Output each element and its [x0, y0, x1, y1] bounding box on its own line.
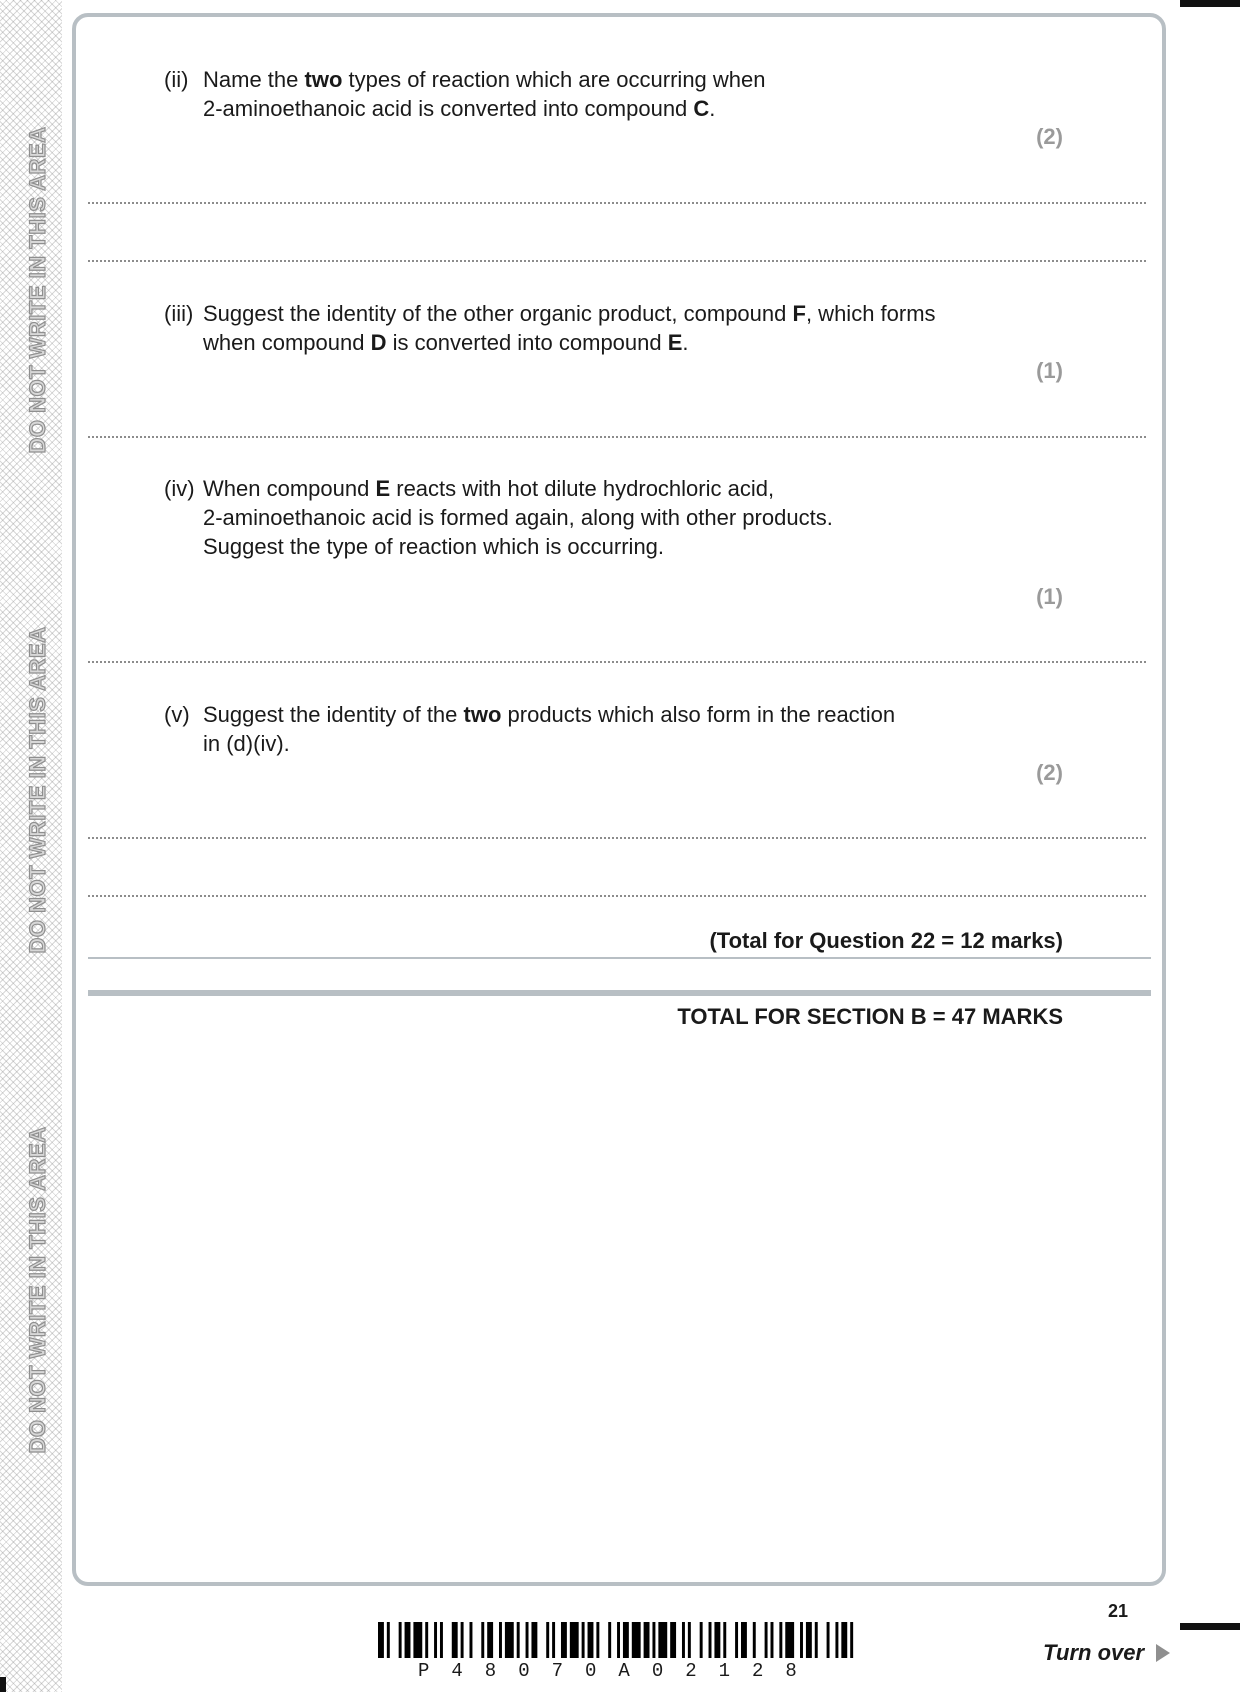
question-line	[203, 729, 895, 758]
barcode-bar	[835, 1622, 838, 1658]
barcode-bar	[652, 1622, 655, 1658]
turn-over-label: Turn over	[1043, 1640, 1145, 1665]
divider-thin	[88, 957, 1151, 959]
barcode-bar	[499, 1622, 502, 1658]
barcode-bar	[570, 1622, 579, 1658]
question-number: (iv)	[164, 476, 195, 501]
margin-warning-label: DO NOT WRITE IN THIS AREA	[25, 126, 50, 454]
emphasis-text: E	[375, 476, 391, 501]
barcode-bar	[806, 1622, 812, 1658]
margin-warning-label: DO NOT WRITE IN THIS AREA	[25, 626, 50, 954]
question-number: (v)	[164, 702, 190, 727]
barcode-bar	[452, 1622, 458, 1658]
barcode-bar	[413, 1622, 422, 1658]
emphasis-text: F	[792, 301, 806, 326]
question-line	[203, 503, 833, 532]
barcode-bar	[582, 1622, 585, 1658]
triangle-right-icon	[1156, 1644, 1170, 1662]
question-line	[203, 532, 833, 561]
barcode-bar	[552, 1622, 555, 1658]
barcode-bar	[765, 1622, 768, 1658]
question-v	[164, 700, 895, 758]
barcode-bar	[779, 1622, 782, 1658]
question-text	[203, 474, 833, 561]
barcode-text: P48070A02128	[418, 1660, 819, 1682]
barcode-bar	[608, 1622, 611, 1658]
emphasis-text: D	[370, 330, 387, 355]
barcode-bar	[815, 1622, 818, 1658]
divider-thick	[88, 990, 1151, 996]
barcode-bar	[617, 1622, 620, 1658]
barcode-bar	[827, 1622, 830, 1658]
emphasis-text: two	[304, 67, 343, 92]
barcode-bar	[771, 1622, 774, 1658]
question-line	[203, 65, 766, 94]
barcode-bar	[688, 1622, 691, 1658]
barcode-bar	[387, 1622, 390, 1658]
answer-line[interactable]	[88, 837, 1146, 839]
question-text-segment: in (d)(iv).	[203, 731, 290, 756]
question-text-segment: Suggest the type of reaction which is occurring.	[203, 534, 665, 559]
barcode-bar	[850, 1622, 853, 1658]
barcode-bar	[378, 1622, 384, 1658]
barcode-bar	[487, 1622, 493, 1658]
corner-mark-bottom	[1180, 1623, 1240, 1630]
answer-line[interactable]	[88, 260, 1146, 262]
barcode-bar	[425, 1622, 428, 1658]
section-total: TOTAL FOR SECTION B = 47 MARKS	[677, 1004, 1063, 1029]
question-line	[203, 474, 833, 503]
answer-area-frame	[72, 13, 1166, 1586]
barcode-bar	[469, 1622, 472, 1658]
marks-label: (1)	[1036, 358, 1063, 383]
question-text-segment: 2-aminoethanoic acid is converted into compound	[203, 96, 694, 121]
barcode-bar	[709, 1622, 712, 1658]
barcode-bar	[623, 1622, 629, 1658]
barcode-bar	[841, 1622, 847, 1658]
barcode-bar	[440, 1622, 443, 1658]
turn-over	[1043, 1640, 1170, 1666]
question-text-segment: is converted into compound	[386, 330, 668, 355]
barcode-bar	[517, 1622, 520, 1658]
barcode-bar	[399, 1622, 402, 1658]
barcode-bar	[526, 1622, 529, 1658]
barcode-bar	[753, 1622, 756, 1658]
question-text-segment: Name the	[203, 67, 305, 92]
barcode-bar	[682, 1622, 685, 1658]
barcode-bar	[505, 1622, 514, 1658]
question-number: (ii)	[164, 67, 189, 92]
marks-label: (1)	[1036, 584, 1063, 609]
marks-label: (2)	[1036, 124, 1063, 149]
barcode-bar	[700, 1622, 703, 1658]
emphasis-text: C	[693, 96, 710, 121]
barcode-bar	[561, 1622, 567, 1658]
question-text-segment: when compound	[203, 330, 371, 355]
question-text-segment: , which forms	[805, 301, 936, 326]
corner-mark-top	[1180, 0, 1240, 7]
question-iv	[164, 474, 833, 561]
barcode-bar	[670, 1622, 676, 1658]
barcode-bar	[632, 1622, 641, 1658]
answer-line[interactable]	[88, 661, 1146, 663]
question-line	[203, 700, 895, 729]
question-text-segment: products which also form in the reaction	[501, 702, 896, 727]
emphasis-text: E	[667, 330, 683, 355]
question-text-segment: .	[682, 330, 689, 355]
marks-label: (2)	[1036, 760, 1063, 785]
barcode-bar	[546, 1622, 549, 1658]
emphasis-text: two	[463, 702, 502, 727]
barcode-bar	[531, 1622, 537, 1658]
question-line	[203, 328, 936, 357]
barcode-bar	[434, 1622, 437, 1658]
barcode-bar	[461, 1622, 464, 1658]
barcode-bar	[596, 1622, 599, 1658]
question-line	[203, 299, 936, 328]
barcode-bar	[714, 1622, 720, 1658]
barcode-bar	[588, 1622, 594, 1658]
question-text	[203, 299, 936, 357]
barcode-bar	[644, 1622, 650, 1658]
question-line	[203, 94, 766, 123]
answer-line[interactable]	[88, 436, 1146, 438]
barcode-bar	[741, 1622, 747, 1658]
barcode-bar	[658, 1622, 667, 1658]
question-ii	[164, 65, 766, 123]
margin-hatched-strip	[0, 0, 62, 1692]
question-text	[203, 700, 895, 758]
barcode-bar	[481, 1622, 484, 1658]
question-text-segment: 2-aminoethanoic acid is formed again, along with other products.	[203, 505, 833, 530]
barcode-bar	[723, 1622, 726, 1658]
question-text-segment: types of reaction which are occurring when	[342, 67, 766, 92]
question-iii	[164, 299, 936, 357]
question-text-segment: reacts with hot dilute hydrochloric acid,	[390, 476, 775, 501]
question-text-segment: When compound	[203, 476, 376, 501]
question-text-segment: .	[709, 96, 716, 121]
question-total: (Total for Question 22 = 12 marks)	[709, 928, 1063, 953]
question-text-segment: Suggest the identity of the other organic product, compound	[203, 301, 793, 326]
barcode-bar	[785, 1622, 794, 1658]
barcode-bar	[800, 1622, 803, 1658]
corner-mark-left	[0, 1677, 6, 1692]
question-number: (iii)	[164, 301, 194, 326]
question-text-segment: Suggest the identity of the	[203, 702, 464, 727]
page-number: 21	[1108, 1601, 1129, 1621]
barcode-bar	[405, 1622, 411, 1658]
question-text	[203, 65, 766, 123]
margin-warning-label: DO NOT WRITE IN THIS AREA	[25, 1126, 50, 1454]
barcode	[378, 1622, 862, 1658]
barcode-bar	[735, 1622, 738, 1658]
answer-line[interactable]	[88, 895, 1146, 897]
answer-line[interactable]	[88, 202, 1146, 204]
